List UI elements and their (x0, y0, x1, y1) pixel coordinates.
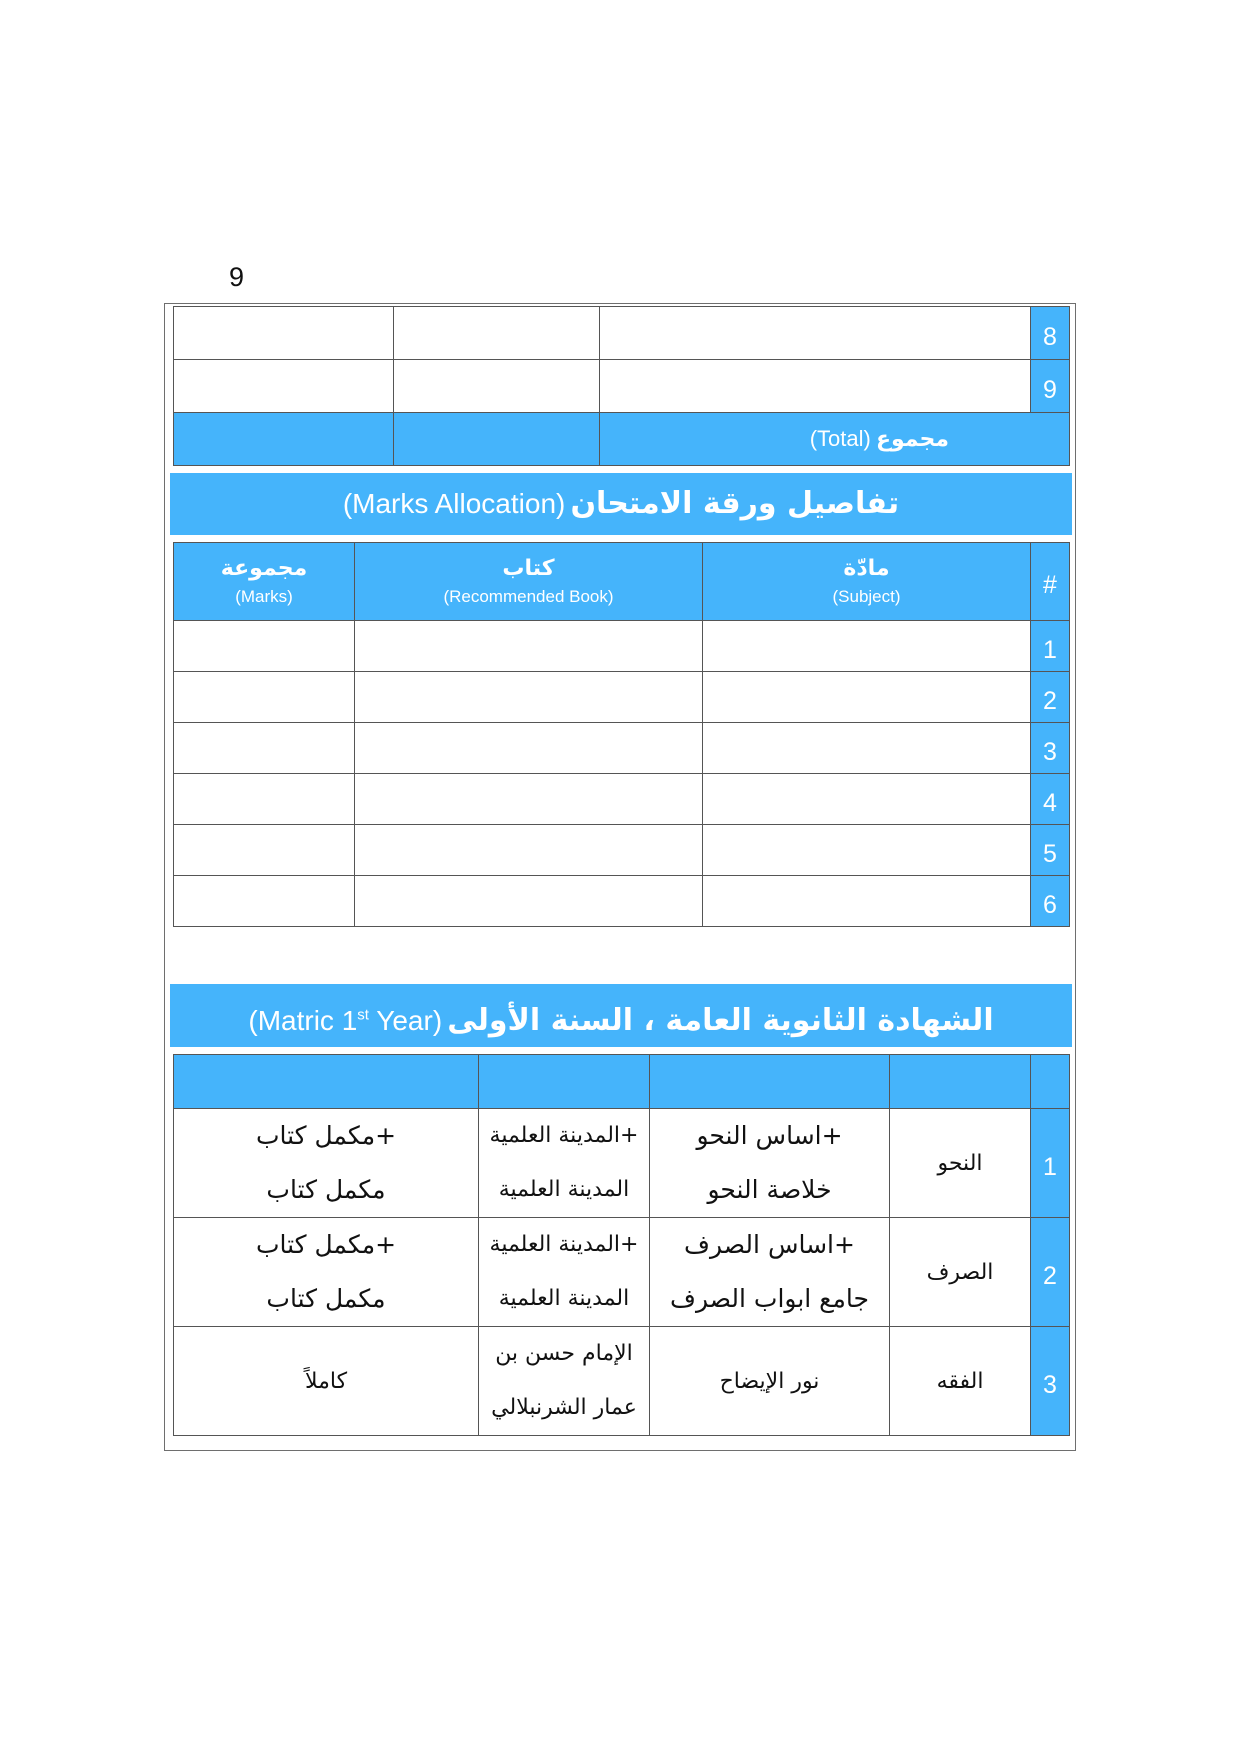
header-cell (890, 1055, 1031, 1109)
portion-cell: كاملاً (174, 1327, 479, 1436)
row-number: 3 (1031, 723, 1070, 774)
book-cell: نور الإيضاح (650, 1327, 890, 1436)
total-label-en: (Total) (809, 426, 871, 451)
row-number: 4 (1031, 774, 1070, 825)
table-cell (355, 774, 703, 825)
publisher-cell: الإمام حسن بن عمار الشرنبلالي (479, 1327, 650, 1436)
table-cell (703, 876, 1031, 927)
row-number: 2 (1031, 1218, 1070, 1327)
table-cell (174, 774, 355, 825)
total-book-cell (394, 413, 600, 466)
table-cell (703, 825, 1031, 876)
header-cell (1031, 1055, 1070, 1109)
table-cell (174, 825, 355, 876)
row-number: 1 (1031, 621, 1070, 672)
matric-section-title (170, 984, 1072, 1047)
marks-title-ar: تفاصيل ورقة الامتحان (570, 486, 900, 521)
marks-header (174, 543, 355, 621)
book-cell: اساس النحو+ خلاصة النحو (650, 1109, 890, 1218)
top-table (173, 306, 1070, 466)
table-row (174, 774, 1070, 825)
table-cell (174, 360, 394, 413)
subject-cell: الصرف (890, 1218, 1031, 1327)
book-cell: اساس الصرف+ جامع ابواب الصرف (650, 1218, 890, 1327)
table-cell (355, 723, 703, 774)
marks-title-en: (Marks Allocation) (342, 488, 566, 519)
subject-header-en: (Subject) (832, 586, 901, 606)
marks-header-en: (Marks) (235, 586, 293, 606)
portion-cell: مكمل كتاب+ مكمل كتاب (174, 1109, 479, 1218)
header-cell (650, 1055, 890, 1109)
table-row (174, 360, 1070, 413)
row-number: 1 (1031, 1109, 1070, 1218)
subject-header-ar: مادّة (843, 555, 890, 581)
publisher-cell: المدينة العلمية+ المدينة العلمية (479, 1218, 650, 1327)
row-number: 8 (1031, 307, 1070, 360)
table-cell (703, 723, 1031, 774)
table-row (174, 1327, 1070, 1436)
portion-cell: مكمل كتاب+ مكمل كتاب (174, 1218, 479, 1327)
table-cell (600, 307, 1031, 360)
marks-allocation-title (170, 473, 1072, 535)
book-header-en: (Recommended Book) (443, 586, 614, 606)
table-cell (174, 307, 394, 360)
table-row (174, 723, 1070, 774)
total-marks-cell (174, 413, 394, 466)
table-cell (703, 621, 1031, 672)
marks-header-row (174, 543, 1070, 621)
table-row (174, 825, 1070, 876)
total-row (174, 413, 1070, 466)
matric-table (173, 1054, 1070, 1436)
subject-header (703, 543, 1031, 621)
marks-allocation-table (173, 542, 1070, 927)
publisher-cell: المدينة العلمية+ المدينة العلمية (479, 1109, 650, 1218)
row-number: 9 (1031, 360, 1070, 413)
total-label-ar: مجموع (875, 427, 949, 452)
table-cell (600, 360, 1031, 413)
table-cell (174, 672, 355, 723)
table-cell (355, 672, 703, 723)
table-cell (174, 621, 355, 672)
matric-title-en: (Matric 1st Year) (248, 1005, 443, 1037)
table-row (174, 1109, 1070, 1218)
header-cell (479, 1055, 650, 1109)
row-number: 2 (1031, 672, 1070, 723)
table-cell (355, 825, 703, 876)
table-cell (174, 723, 355, 774)
matric-title-ar: الشهادة الثانوية العامة ، السنة الأولى (447, 1003, 994, 1039)
row-number: 5 (1031, 825, 1070, 876)
table-row (174, 672, 1070, 723)
table-cell (703, 774, 1031, 825)
book-header-ar: كتاب (502, 555, 555, 581)
marks-header-ar: مجموعة (220, 555, 308, 581)
row-number: 6 (1031, 876, 1070, 927)
table-cell (394, 307, 600, 360)
number-header: # (1031, 543, 1070, 621)
table-row (174, 621, 1070, 672)
header-cell (174, 1055, 479, 1109)
row-number: 3 (1031, 1327, 1070, 1436)
book-header (355, 543, 703, 621)
table-cell (703, 672, 1031, 723)
table-cell (394, 360, 600, 413)
subject-cell: الفقه (890, 1327, 1031, 1436)
table-row (174, 876, 1070, 927)
table-cell (355, 621, 703, 672)
page-number: 9 (229, 262, 245, 292)
matric-header-row (174, 1055, 1070, 1109)
total-label (600, 413, 1070, 466)
table-cell (355, 876, 703, 927)
subject-cell: النحو (890, 1109, 1031, 1218)
table-row (174, 307, 1070, 360)
table-row (174, 1218, 1070, 1327)
table-cell (174, 876, 355, 927)
